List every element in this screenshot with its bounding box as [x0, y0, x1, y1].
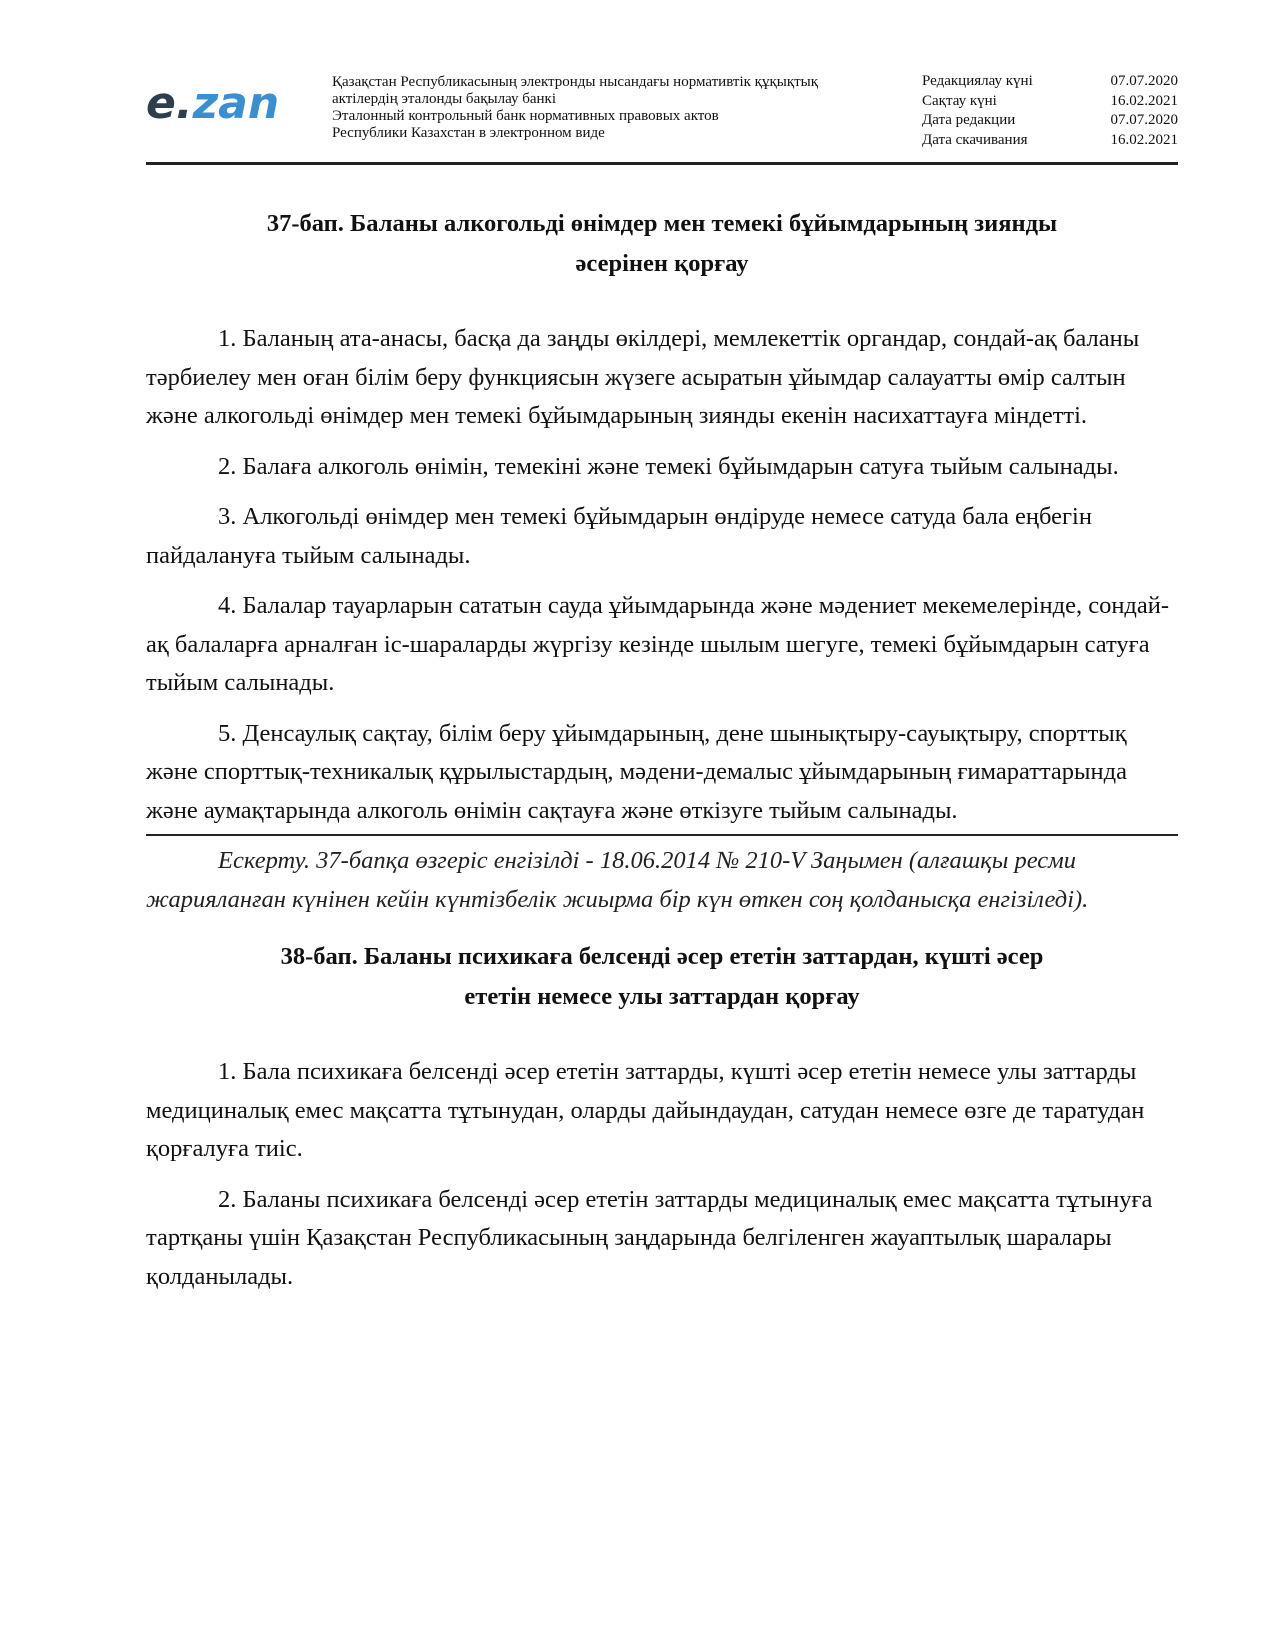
article-37-paragraph: 2. Балаға алкоголь өнімін, темекіні және темекі бұйымдарын сатуға тыйым салынады.: [218, 452, 1119, 480]
meta-row: [922, 72, 1178, 92]
document-body: [146, 204, 1178, 1296]
description-line: актілердің эталонды бақылау банкі: [332, 91, 556, 107]
title-line: ететін немесе улы заттардан қорғау: [464, 983, 860, 1010]
amendment-note: Ескерту. 37-бапқа өзгеріс енгізілді - 18.06.2014 № 210-V Заңымен (алғашқы ресми жарияланған күнінен кейін күнтізбелік жиырма бір күн өткен соң қолданысқа енгізіледі).: [146, 847, 1089, 913]
meta-value: 16.02.2021: [1110, 92, 1178, 109]
description-line: Эталонный контрольный банк нормативных правовых актов: [332, 108, 719, 124]
note-divider: [146, 834, 1178, 836]
article-38-title: [190, 937, 1134, 1017]
meta-label: Редакциялау күні: [922, 73, 1033, 89]
article-37-title: [190, 204, 1134, 284]
meta-row: [922, 92, 1178, 112]
description-line: Қазақстан Республикасының электронды нысандағы нормативтік құқықтық: [332, 74, 819, 90]
title-line: 38-бап. Баланы психикаға белсенді әсер ететін заттардан, күшті әсер: [280, 943, 1044, 970]
bank-description: [332, 74, 892, 142]
meta-value: 07.07.2020: [1110, 112, 1178, 128]
meta-row: [922, 111, 1178, 131]
edition-meta: [922, 72, 1178, 150]
title-line: әсерінен қорғау: [575, 250, 749, 277]
article-38-paragraph: 1. Бала психикаға белсенді әсер ететін заттарды, күшті әсер ететін немесе улы заттарды медициналық емес мақсатта тұтынудан, оларды дайындаудан, сатудан немесе өзге де таратудан қорғалуға тиіс.: [146, 1058, 1145, 1162]
meta-value: 16.02.2021: [1110, 131, 1178, 148]
meta-label: Сақтау күні: [922, 92, 997, 109]
meta-value: 07.07.2020: [1110, 73, 1178, 89]
ezan-logo: [146, 78, 296, 128]
article-37-paragraph: 3. Алкогольді өнімдер мен темекі бұйымдарын өндіруде немесе сатуда бала еңбегін пайдалануға тыйым салынады.: [146, 503, 1092, 569]
article-37-paragraph: 5. Денсаулық сақтау, білім беру ұйымдарының, дене шынықтыру-сауықтыру, спорттық және спорттық-техникалық құрылыстардың, мәдени-демалыс ұйымдарының ғимараттарында және аумақтарында алкоголь өнімін сақтауға және өткізуге тыйым салынады.: [146, 719, 1127, 824]
title-line: 37-бап. Баланы алкогольді өнімдер мен темекі бұйымдарының зиянды: [266, 210, 1058, 237]
description-line: Республики Казахстан в электронном виде: [332, 125, 605, 141]
logo-text: [146, 78, 279, 128]
article-37-paragraph: 4. Балалар тауарларын сататын сауда ұйымдарында және мәдениет мекемелерінде, сондай-ақ балаларға арналған іс-шараларды жүргізу кезінде шылым шегуге, темекі бұйымдарын сатуға тыйым салынады.: [146, 592, 1170, 696]
logo-prefix: e.: [146, 78, 193, 128]
document-header: [146, 68, 1178, 160]
meta-row: [922, 131, 1178, 151]
logo-suffix: zan: [192, 78, 280, 128]
meta-label: Дата скачивания: [922, 131, 1028, 148]
header-divider: [146, 162, 1178, 165]
article-37-paragraph: 1. Баланың ата-анасы, басқа да заңды өкілдері, мемлекеттік органдар, сондай-ақ баланы тәрбиелеу мен оған білім беру функциясын жүзеге асыратын ұйымдар салауатты өмір салтын және алкогольді өнімдер мен темекі бұйымдарының зиянды екенін насихаттауға міндетті.: [146, 325, 1140, 429]
meta-label: Дата редакции: [922, 112, 1016, 128]
article-38-paragraph: 2. Баланы психикаға белсенді әсер ететін заттарды медициналық емес мақсатта тұтынуға тартқаны үшін Қазақстан Республикасының заңдарында белгіленген жауаптылық шаралары қолданылады.: [146, 1185, 1153, 1290]
